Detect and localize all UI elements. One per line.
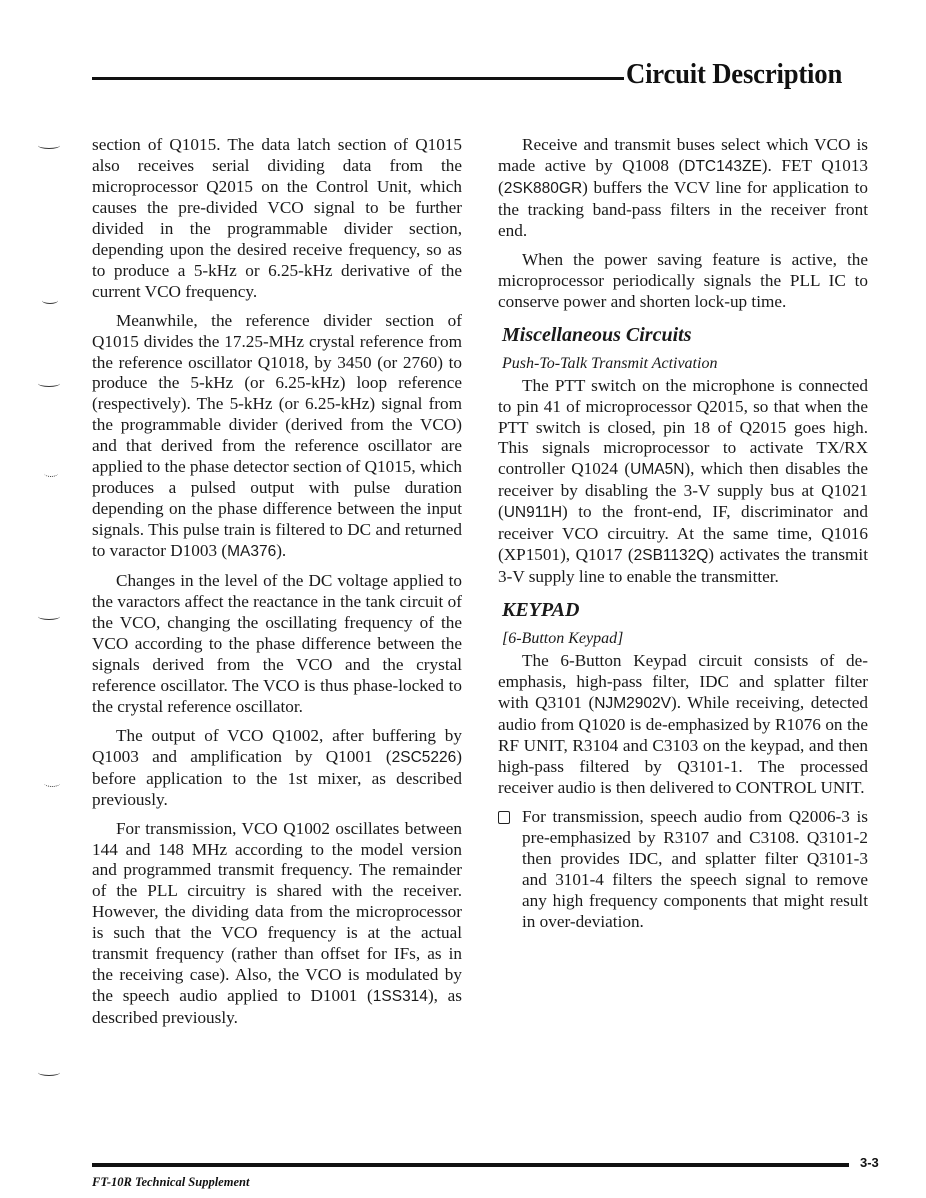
part-number: MA376 — [227, 543, 277, 561]
part-number: 1SS314 — [372, 988, 428, 1006]
part-number: 2SC5226 — [391, 748, 457, 766]
paragraph: Changes in the level of the DC voltage applied to the varactors affect the reactance in the tank circuit of the VCO, changing the oscillating frequency of the VCO according to the phase difference between the signals derived from the VCO and the crystal reference oscillator. The VCO is thus phase-locked to the crystal reference oscillator. — [92, 571, 462, 716]
paragraph: The output of VCO Q1002, after buffering by Q1003 and amplification by Q1001 (2SC5226) before application to the 1st mixer, as described previously. — [92, 725, 462, 809]
part-number: UN911H — [503, 504, 563, 522]
binding-mark — [38, 142, 60, 149]
paragraph: When the power saving feature is active, the microprocessor periodically signals the PLL IC to conserve power and shorten lock-up time. — [498, 249, 868, 311]
page-title: Circuit Description — [626, 58, 843, 90]
binding-mark — [38, 613, 60, 620]
section-heading-keypad: KEYPAD — [502, 599, 580, 622]
left-column — [92, 135, 462, 1037]
binding-mark — [38, 1069, 60, 1076]
subheading-ptt: Push-To-Talk Transmit Activation — [502, 354, 718, 372]
paragraph: The 6-Button Keypad circuit consists of de-emphasis, high-pass filter, IDC and splatter filter with Q3101 (NJM2902V). While receiving, detected audio from Q1020 is de-emphasized by R1076 on the RF UNIT, R3104 and C3103 on the keypad, and then high-pass filtered by Q3101-1. The processed receiver audio is then delivered to CONTROL UNIT. — [498, 651, 868, 797]
page-number: 3-3 — [860, 1155, 879, 1170]
footer-title: FT-10R Technical Supplement — [92, 1175, 250, 1189]
paragraph: For transmission, VCO Q1002 oscillates between 144 and 148 MHz according to the model version and programmed transmit frequency. The remainder of the PLL circuitry is shared with the receiver. However, the dividing data from the microprocessor is such that the VCO frequency is at the actual transmit frequency (rather than offset for IFs, as in the receiving case). Also, the VCO is modulated by the speech audio applied to D1001 (1SS314), as described previously. — [92, 818, 462, 1028]
bullet-paragraph: For transmission, speech audio from Q2006-3 is pre-emphasized by R3107 and C3108. Q3101-2 then provides IDC, and splatter filter Q3101-3 and 3101-4 filters the speech signal to remove any high frequency components that might result in over-deviation. — [498, 807, 868, 933]
paragraph: Meanwhile, the reference divider section of Q1015 divides the 17.25-MHz crystal reference from the reference oscillator Q1018, by 3450 (or 2760) to produce the 5-kHz (or 6.25-kHz) loop reference (respectively). The 5-kHz (or 6.25-kHz) signal from the programmable divider (derived from the VCO) and that derived from the reference oscillator are applied to the phase detector section of Q1015, which produces a pulsed output with pulse duration depending on the phase difference between the input signals. This pulse train is filtered to DC and returned to varactor D1003 (MA376). — [92, 310, 462, 561]
part-number: NJM2902V — [594, 695, 671, 713]
part-number: 2SB1132Q — [633, 547, 709, 565]
right-column — [498, 135, 868, 941]
subheading-keypad: [6-Button Keypad] — [502, 630, 624, 648]
part-number: DTC143ZE — [684, 157, 762, 175]
checkbox-square-icon — [498, 811, 510, 824]
paragraph: The PTT switch on the microphone is connected to pin 41 of microprocessor Q2015, so that when the PTT switch is closed, pin 18 of Q2015 goes high. This signals microprocessor to activate TX/RX controller Q1024 (UMA5N), which then disables the receiver by disabling the 3-V supply bus at Q1021 (UN911H) to the front-end, IF, discriminator and receiver VCO circuitry. At the same time, Q1016 (XP1501), Q1017 (2SB1132Q) activates the transmit 3-V supply line to enable the transmitter. — [498, 375, 868, 587]
binding-mark — [44, 470, 58, 477]
binding-mark — [44, 780, 60, 787]
paragraph: section of Q1015. The data latch section of Q1015 also receives serial dividing data from the microprocessor Q2015 on the Control Unit, which causes the pre-divided VCO signal to be further divided in the programmable divider section, depending upon the desired receive frequency, so as to produce a 5-kHz or 6.25-kHz derivative of the current VCO frequency. — [92, 135, 462, 301]
header-rule — [92, 77, 624, 80]
section-heading-misc: Miscellaneous Circuits — [502, 323, 692, 346]
binding-mark — [38, 380, 60, 387]
part-number: UMA5N — [630, 461, 685, 479]
part-number: 2SK880GR — [503, 179, 583, 197]
binding-mark — [42, 297, 58, 304]
footer-rule — [92, 1163, 849, 1167]
paragraph: Receive and transmit buses select which VCO is made active by Q1008 (DTC143ZE). FET Q1013 (2SK880GR) buffers the VCV line for application to the tracking band-pass filters in the receiver front end. — [498, 135, 869, 240]
